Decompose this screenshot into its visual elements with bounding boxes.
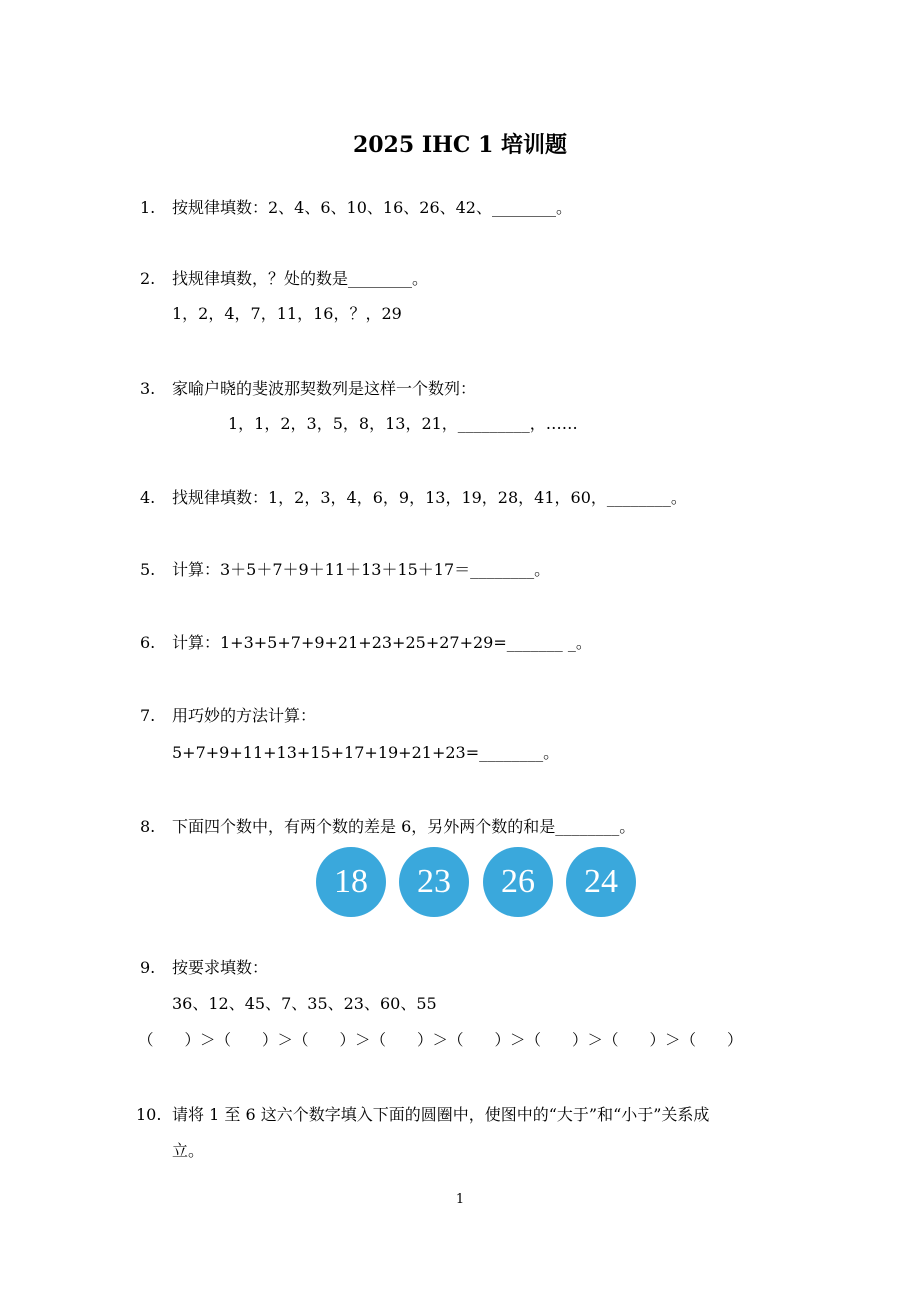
question-6-text: 计算：1+3+5+7+9+21+23+25+27+29=_______ _。	[172, 633, 592, 652]
question-10-number: 10.	[136, 1105, 162, 1124]
question-1-text: 按规律填数：2、4、6、10、16、26、42、________。	[172, 198, 572, 217]
question-3-sequence: 1，1，2，3，5，8，13，21，_________，……	[228, 414, 578, 433]
question-10-text-cont: 立。	[172, 1141, 205, 1160]
question-6-number: 6.	[140, 633, 156, 652]
question-10-text: 请将 1 至 6 这六个数字填入下面的圆圈中，使图中的“大于”和“小于”关系成	[172, 1105, 710, 1124]
number-circle: 18	[316, 847, 386, 917]
page-number: 1	[455, 1192, 465, 1207]
question-2-number: 2.	[140, 269, 156, 288]
number-circle: 23	[399, 847, 469, 917]
question-8-text: 下面四个数中，有两个数的差是 6，另外两个数的和是________。	[172, 817, 636, 836]
number-circle: 24	[566, 847, 636, 917]
question-3-text: 家喻户晓的斐波那契数列是这样一个数列：	[172, 379, 477, 398]
question-1-number: 1.	[140, 198, 156, 217]
question-5-number: 5.	[140, 560, 156, 579]
question-9-numbers: 36、12、45、7、35、23、60、55	[172, 994, 437, 1013]
number-circles	[316, 847, 638, 917]
question-2-text: 找规律填数，？处的数是________。	[172, 269, 429, 288]
question-7-number: 7.	[140, 706, 156, 725]
question-3-number: 3.	[140, 379, 156, 398]
question-8-number: 8.	[140, 817, 156, 836]
question-5-text: 计算：3＋5＋7＋9＋11＋13＋15＋17＝________。	[172, 560, 551, 579]
question-9-number: 9.	[140, 958, 156, 977]
question-4-number: 4.	[140, 488, 156, 507]
question-9-text: 按要求填数：	[172, 958, 269, 977]
question-2-sequence: 1，2，4，7，11，16，？，29	[172, 304, 402, 323]
question-7-text: 用巧妙的方法计算：	[172, 706, 317, 725]
page-title: 2025 IHC 1 培训题	[352, 132, 568, 158]
question-7-expression: 5+7+9+11+13+15+17+19+21+23=________。	[172, 743, 560, 762]
question-9-blanks: （ ）＞（ ）＞（ ）＞（ ）＞（ ）＞（ ）＞（ ）＞（ ）	[138, 1031, 743, 1049]
number-circle: 26	[483, 847, 553, 917]
question-4-text: 找规律填数：1，2，3，4，6，9，13，19，28，41，60，________。	[172, 488, 687, 507]
